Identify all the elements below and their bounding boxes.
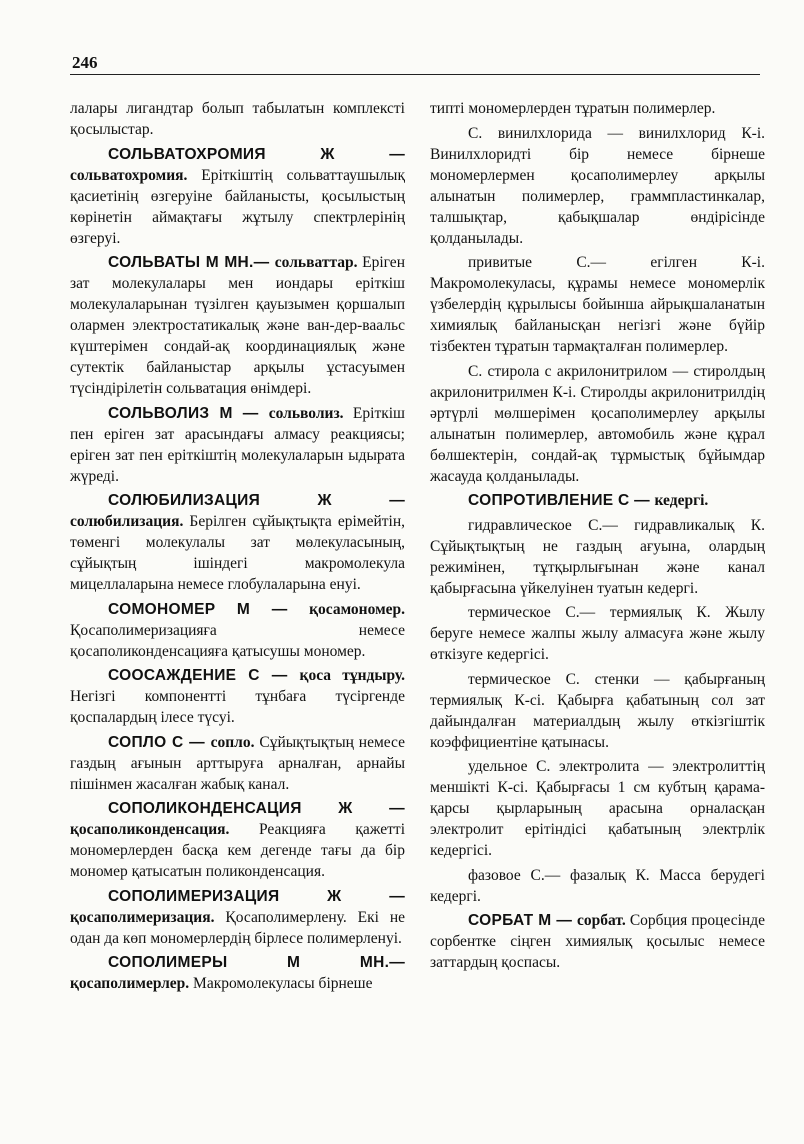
continued-paragraph: лалары лигандтар болып табылатын комплексті қосылыстар. xyxy=(70,100,405,138)
dictionary-entry xyxy=(430,910,765,973)
entry-headword: СОПОЛИМЕРЫ М МН.— xyxy=(108,954,405,971)
sub-entry: гидравлическое С.— гидравликалық К. Сұйықтықтың не газдың ағуына, олардың режимінен, тұтқырлығынан және канал қабырғасына үйкелуінен туатын кедергі. xyxy=(430,516,765,597)
dictionary-entry xyxy=(70,886,405,949)
sub-entry: привитые С.— егілген К-і. Макромолекуласы, құрамы немесе мономерлік үзбелердің құрылысы бойынша айрықшаланатын химиялық байланысқан негізгі және бүйір тізбектен тұратын тармақталған полимерлер. xyxy=(430,254,765,355)
entry-definition: Сорбция процесінде сорбентке сіңген химиялық қосылыс немесе заттардың қоспасы. xyxy=(430,912,765,971)
header-rule xyxy=(70,74,760,75)
entry-translation: солюбилизация. xyxy=(70,513,184,530)
entry-headword: СОПОЛИКОНДЕНСАЦИЯ Ж — xyxy=(108,800,405,817)
entry-headword: СОЛЬВАТЫ М МН.— xyxy=(108,254,275,271)
dictionary-entry xyxy=(430,490,765,511)
entry-definition: Еріткіштің сольваттаушылық қасиетінің өзгеруіне байланысты, қосылыстың көрінетін аймақтағы жұтылу спектрлерінің өзгеруі. xyxy=(70,166,405,247)
sub-entry: С. винилхлорида — винилхлорид К-і. Винилхлоридті бір немесе бірнеше мономерлермен қосаполимерлеу арқылы алынатын полимерлер, граммпластинкалар, талшықтар, қабықшалар өндірісінде қолданылады. xyxy=(430,124,765,247)
dictionary-entry xyxy=(70,952,405,994)
dictionary-entry xyxy=(70,665,405,728)
entry-headword: СОРБАТ М — xyxy=(468,912,578,929)
dictionary-entry xyxy=(70,798,405,882)
entry-translation: қосаполимеризация. xyxy=(70,908,215,926)
entry-definition: Негізгі компонентті тұнбаға түсіргенде қоспалардың ілесе түсуі. xyxy=(70,688,405,726)
entry-definition: Реакцияға қажетті мономерлерден басқа кем дегенде тағы да бір мономер қатысатын поликонденсация. xyxy=(70,821,405,880)
dictionary-entry xyxy=(70,490,405,595)
entry-definition: Қосаполимеризацияға немесе қосаполиконденсацияға қатысушы мономер. xyxy=(70,621,405,660)
entry-translation: қосаполиконденсация. xyxy=(70,821,230,838)
entry-translation: қосамономер. xyxy=(309,600,405,618)
continued-paragraph: типті мономерлерден тұратын полимерлер. xyxy=(430,100,716,117)
entry-definition: Еріген зат молекулалары мен иондары еріткіш молекулаларынан түзілген қауызымен қоршалып олармен электростатикалық және ван-дер-ваальс күштерімен сондай-ақ координациялық және сутектік байланыстар арқылы ұстасуымен түсіндірілетін сольватация өнімдері. xyxy=(70,254,405,397)
sub-entry: термическое С.— термиялық К. Жылу беруге немесе жалпы жылу алмасуға және жылу өткізуге кедергісі. xyxy=(430,604,765,663)
entry-translation: қосаполимерлер. xyxy=(70,975,190,992)
entry-translation: сольватохромия. xyxy=(70,166,188,184)
entry-definition: Қосаполимерлену. Екі не одан да көп мономерлердің бірлесе полимерленуі. xyxy=(70,908,405,947)
dictionary-entry xyxy=(70,403,405,487)
left-column xyxy=(70,98,405,998)
dictionary-entry xyxy=(70,732,405,795)
dictionary-entry xyxy=(70,599,405,662)
entry-headword: СООСАЖДЕНИЕ С — xyxy=(108,667,300,684)
entry-definition: Макромолекуласы бірнеше xyxy=(189,975,373,992)
entry-definition: Сұйықтықтың немесе газдың ағынын арттыруға арналған, арнайы пішінмен жасалған жабық канал. xyxy=(70,733,405,793)
sub-entry: фазовое С.— фазалық К. Масса берудегі кедергі. xyxy=(430,866,765,905)
entry-headword: СОПОЛИМЕРИЗАЦИЯ Ж — xyxy=(108,887,405,905)
sub-entry: удельное С. электролита — электролиттің меншікті К-сі. Қабырғасы 1 см кубтың қарама-қарсы қырларының арасына орналасқан электролит ерітіндісі қабатының электрлік кедергісі. xyxy=(430,758,765,859)
entry-headword: СОПЛО С — xyxy=(108,733,211,751)
entry-translation: сольваттар. xyxy=(274,254,358,271)
entry-headword: СОЛЬВОЛИЗ М — xyxy=(108,404,269,422)
sub-entry: термическое С. стенки — қабырғаның термиялық К-сі. Қабырға қабатының сол зат дайындалған материалдың жылу өткізгіштік коэффициентіне қатынасы. xyxy=(430,670,765,751)
entry-definition: Еріткіш пен еріген зат арасындағы алмасу реакциясы; еріген зат пен еріткіштің молекулаларын ыдырата жүреді. xyxy=(70,404,405,485)
entry-translation: сопло. xyxy=(210,733,255,751)
sub-entry: С. стирола с акрилонитрилом — стиролдың акрилонитрилмен К-і. Стиролды акрилонитрилдің әртүрлі мөлшерімен қосаполимерлеу арқылы алынатын полимерлер, автомобиль және құрал бөлшектерін, сондай-ақ тұрмыстық бұйымдар жасауда қолданылады. xyxy=(430,362,765,485)
entry-headword: СОМОНОМЕР М — xyxy=(108,600,310,618)
dictionary-entry xyxy=(70,144,405,249)
right-column xyxy=(430,98,765,977)
entry-headword: СОПРОТИВЛЕНИЕ С — xyxy=(468,492,655,509)
entry-headword: СОЛЮБИЛИЗАЦИЯ Ж — xyxy=(108,492,405,509)
dictionary-entry xyxy=(70,252,405,399)
entry-translation: сольволиз. xyxy=(268,404,344,422)
entry-translation: кедергі. xyxy=(654,492,709,509)
entry-definition: Берілген сұйықтықта ерімейтін, төменгі молекулалы зат мөлекуласының, сұйықтың ішіндегі макромолекула мицеллаларына немесе глобулаларына енуі. xyxy=(70,513,405,593)
page-number: 246 xyxy=(72,53,98,72)
entry-translation: қоса тұндыру. xyxy=(299,667,405,684)
entry-headword: СОЛЬВАТОХРОМИЯ Ж — xyxy=(108,145,405,163)
entry-translation: сорбат. xyxy=(577,912,626,929)
